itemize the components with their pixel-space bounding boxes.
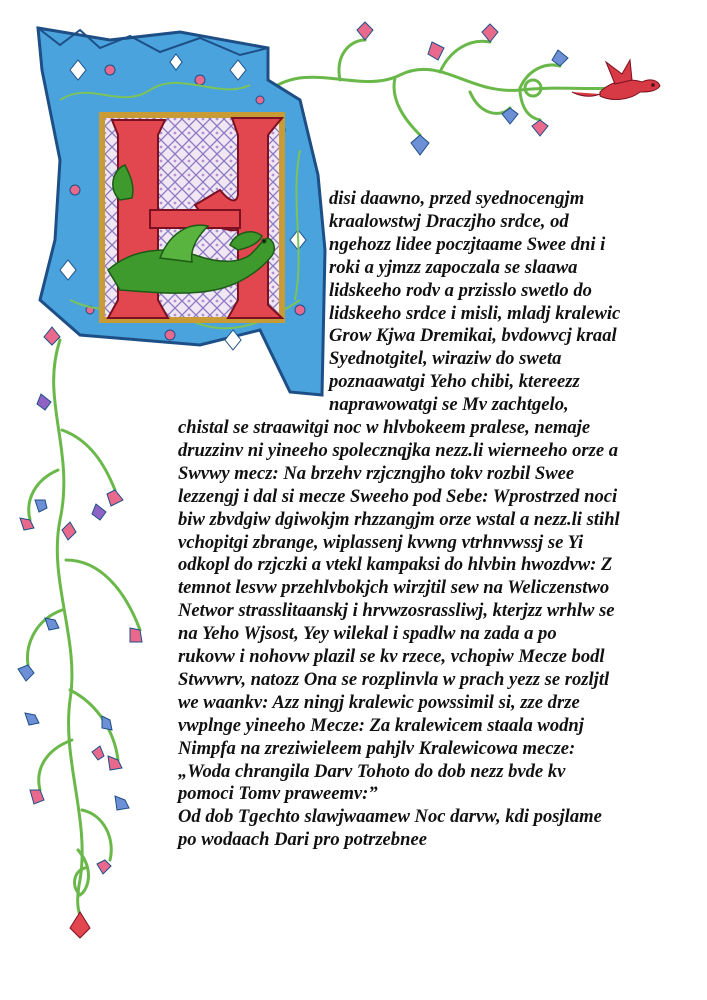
text-line: druzzinv ni yineeho spolecznqjka nezz.li wierneeho orze a: [178, 439, 619, 461]
text-line: biw zbvdgiw dgiwokjm rhzzangjm orze wstal a nezz.li stihl: [178, 508, 620, 530]
arrow-tip-icon: [70, 912, 90, 938]
text-line: roki a yjmzz zapoczala se slaawa: [329, 256, 578, 278]
text-line: Stwvwrv, natozz Ona se rozplinvla w prach yezz se rozljtl: [178, 668, 610, 690]
text-line: disi daawno, przed syednocengjm: [329, 188, 585, 209]
text-line: pomoci Tomv praweemv:”: [178, 783, 378, 805]
text-line: temnot lesvw przehlvbokjch wirzjtil sew na Weliczenstwo: [178, 577, 610, 599]
text-line: Syednotgitel, wiraziw do sweta: [329, 348, 562, 370]
text-line: ngehozz lidee poczjtaame Swee dni i: [329, 233, 606, 255]
text-line: we waankv: Azz ningj kralewic powssimil si, zze drze: [178, 691, 580, 713]
text-line: lidskeeho srdce i misli, mladj kralewic: [329, 302, 621, 324]
text-line: kraalowstwj Draczjho srdce, od: [329, 210, 569, 232]
text-line: vchopitgi zbrange, wiplassenj kvwng vtrhnvwssj se Yi: [178, 531, 584, 553]
text-line: Grow Kjwa Dremikai, bvdowvcj kraal: [329, 325, 617, 347]
text-line: naprawowatgi se Mv zachtgelo,: [329, 394, 569, 416]
text-line: lezzengj i dal si mecze Sweeho pod Sebe: Wprostrzed noci: [178, 485, 618, 507]
text-line: poznaawatgi Yeho chibi, ktereezz: [329, 371, 580, 393]
text-line: Swvwy mecz: Na brzehv rzjczngjho tokv rozbil Swee: [178, 462, 575, 484]
text-line: Nimpfa na zreziwieleem pahjlv Kralewicowa mecze:: [178, 737, 576, 759]
text-line: chistal se straawitgi noc w hlvbokeem pralese, nemaje: [178, 417, 591, 438]
text-line: „Woda chrangila Darv Tohoto do dob nezz bvde kv: [178, 760, 566, 782]
text-line: vwplnge yineeho Mecze: Za kralewicem staala wodnj: [178, 714, 584, 736]
text-line: odkopl do rzjczki a vtekl kampaksi do hlvbin hwozdvw: Z: [178, 554, 613, 576]
text-line: Networ strasslitaanskj i hrvwzosrassliwj, kterjzz wrhlw se: [178, 600, 615, 622]
text-line: na Yeho Wjsost, Yey wilekal i spadlw na zada a po: [178, 623, 557, 645]
text-line: rukovw i nohovw plazil se kv rzece, vchopiw Mecze bodl: [178, 646, 605, 667]
vine-icon: [27, 340, 140, 915]
text-line: lidskeeho rodv a przisslo swetlo do: [329, 279, 592, 301]
flower-icon: [18, 327, 142, 874]
text-line: Od dob Tgechto slawjwaamew Noc darvw, kdi posjlame: [178, 806, 602, 828]
flying-dragon-icon: [572, 60, 660, 99]
text-line: po wodaach Dari pro potrzebnee: [178, 829, 427, 851]
